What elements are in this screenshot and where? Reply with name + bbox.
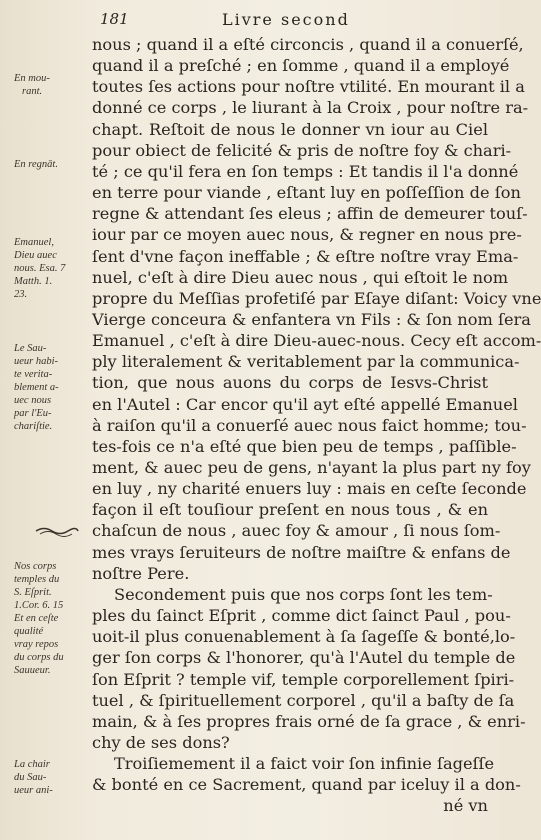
margin-note-la-chair: [14, 758, 94, 797]
body-line: té ; ce qu'il fera en ſon temps : Et tandis il l'a donné: [92, 161, 519, 181]
margin-note-line: du Sau-: [14, 772, 47, 783]
ornament-mark-icon: [34, 525, 80, 537]
body-line: tuel , & ſpirituellement corporel , qu'il a baſty de ſa: [92, 690, 515, 710]
margin-note-line: nous. Esa. 7: [14, 263, 66, 274]
body-line: ment, & auec peu de gens, n'ayant la plus part ny foy: [92, 458, 531, 477]
body-line: chy de ses dons?: [92, 732, 230, 752]
margin-note-line: La chair: [14, 759, 50, 770]
margin-note-line: qualité: [14, 626, 44, 637]
body-line: donné ce corps , le liurant à la Croix , pour noſtre ra-: [92, 98, 529, 118]
body-line: Emanuel , c'eſt à dire Dieu-auec-nous. Cecy eſt accom-: [92, 331, 541, 351]
margin-note-en-mourant: [14, 72, 94, 98]
margin-note-line: du corps du: [14, 652, 64, 663]
margin-note-line: En regnāt.: [14, 159, 58, 170]
body-line: nuel, c'eſt à dire Dieu auec nous , qui eſtoit le nom: [92, 267, 509, 287]
body-line: en l'Autel : Car encor qu'il ayt eſté appellé Emanuel: [92, 394, 518, 414]
body-line: chapt. Reſtoit de nous le donner vn iour au Ciel: [92, 119, 488, 139]
body-line: noſtre Pere.: [92, 563, 190, 583]
body-line: toutes ſes actions pour noſtre vtilité. En mourant il a: [92, 77, 525, 97]
margin-note-line: Et en ceſte: [14, 613, 59, 624]
margin-note-line: uec nous: [14, 395, 52, 406]
body-line: regne & attendant ſes eleus ; affin de demeurer touſ-: [92, 204, 528, 224]
body-line: nous ; quand il a eſté circoncis , quand il a conuerſé,: [92, 35, 524, 54]
body-text: [92, 34, 541, 834]
margin-note-le-sauveur: [14, 342, 94, 433]
margin-note-line: Emanuel,: [14, 237, 54, 248]
margin-note-line: rant.: [22, 86, 43, 97]
margin-note-line: 23.: [14, 289, 28, 300]
folio-number: 181: [100, 10, 129, 28]
running-title: Livre second: [222, 10, 350, 29]
margin-notes: [14, 0, 94, 840]
margin-note-line: Matth. 1.: [14, 276, 53, 287]
margin-note-line: blement a-: [14, 382, 59, 393]
body-line: uoit-il plus conuenablement à ſa ſageſſe & bonté,lo-: [92, 627, 516, 647]
margin-note-line: S. Eſprit.: [14, 587, 52, 598]
body-line: mes vrays ſeruiteurs de noſtre maiſtre & enfans de: [92, 542, 511, 562]
body-line: ply literalement & veritablement par la communica-: [92, 352, 520, 372]
body-line: iour par ce moyen auec nous, & regner en nous pre-: [92, 225, 522, 245]
body-line: chaſcun de nous , auec foy & amour , ſi nous ſom-: [92, 521, 501, 541]
body-line: ſent d'vne façon ineffable ; & eſtre noſtre vray Ema-: [92, 246, 519, 266]
body-line: tion, que nous auons du corps de Iesvs-Christ: [92, 373, 488, 393]
body-line: ples du ſainct Eſprit , comme dict ſainct Paul , pou-: [92, 606, 511, 626]
body-line: propre du Meſſias profetiſé par Eſaye diſant: Voicy vne: [92, 288, 541, 308]
margin-note-line: Sauueur.: [14, 665, 51, 676]
body-line: Troiſiemement il a faict voir ſon infinie ſageſſe: [114, 754, 495, 774]
margin-note-en-regnant: [14, 158, 94, 171]
margin-note-line: Nos corps: [14, 561, 57, 572]
body-line: tes-fois ce n'a eſté que bien peu de temps , paſſible-: [92, 436, 517, 456]
margin-note-line: vray repos: [14, 639, 59, 650]
body-line: Vierge conceura & enfantera vn Fils : & ſon nom ſera: [92, 309, 531, 329]
body-line: main, & à ſes propres frais orné de ſa grace , & enri-: [92, 711, 526, 731]
body-line: né vn: [443, 796, 488, 816]
margin-note-line: En mou-: [14, 73, 50, 84]
margin-note-line: temples du: [14, 574, 60, 585]
margin-note-line: Le Sau-: [14, 343, 47, 354]
margin-note-line: Dieu auec: [14, 250, 57, 261]
body-line: en luy , ny charité enuers luy : mais en ceſte ſeconde: [92, 479, 527, 499]
body-line: Secondement puis que nos corps ſont les tem-: [114, 584, 493, 604]
margin-note-line: ueur ani-: [14, 785, 53, 796]
margin-note-line: 1.Cor. 6. 15: [14, 600, 64, 611]
margin-note-emanuel: [14, 236, 94, 301]
margin-note-line: ueur habi-: [14, 356, 59, 367]
body-line: quand il a preſché ; en ſomme , quand il a employé: [92, 56, 510, 76]
body-line: ſon Eſprit ? temple vif, temple corporellement ſpiri-: [92, 669, 515, 689]
margin-note-line: te verita-: [14, 369, 53, 380]
body-line: & bonté en ce Sacrement, quand par iceluy il a don-: [92, 775, 521, 795]
margin-note-line: par l'Eu-: [14, 408, 52, 419]
margin-note-nos-corps: [14, 560, 94, 677]
body-line: à raiſon qu'il a conuerſé auec nous faict homme; tou-: [92, 415, 527, 435]
margin-note-line: chariſtie.: [14, 421, 53, 432]
body-line: ger ſon corps & l'honorer, qu'à l'Autel du temple de: [92, 648, 516, 668]
body-line: façon il eſt touſiour preſent en nous tous , & en: [92, 500, 488, 520]
body-line: en terre pour viande , eſtant luy en poſſeſſion de ſon: [92, 183, 521, 203]
body-line: pour obiect de felicité & pris de noſtre foy & chari-: [92, 140, 512, 160]
